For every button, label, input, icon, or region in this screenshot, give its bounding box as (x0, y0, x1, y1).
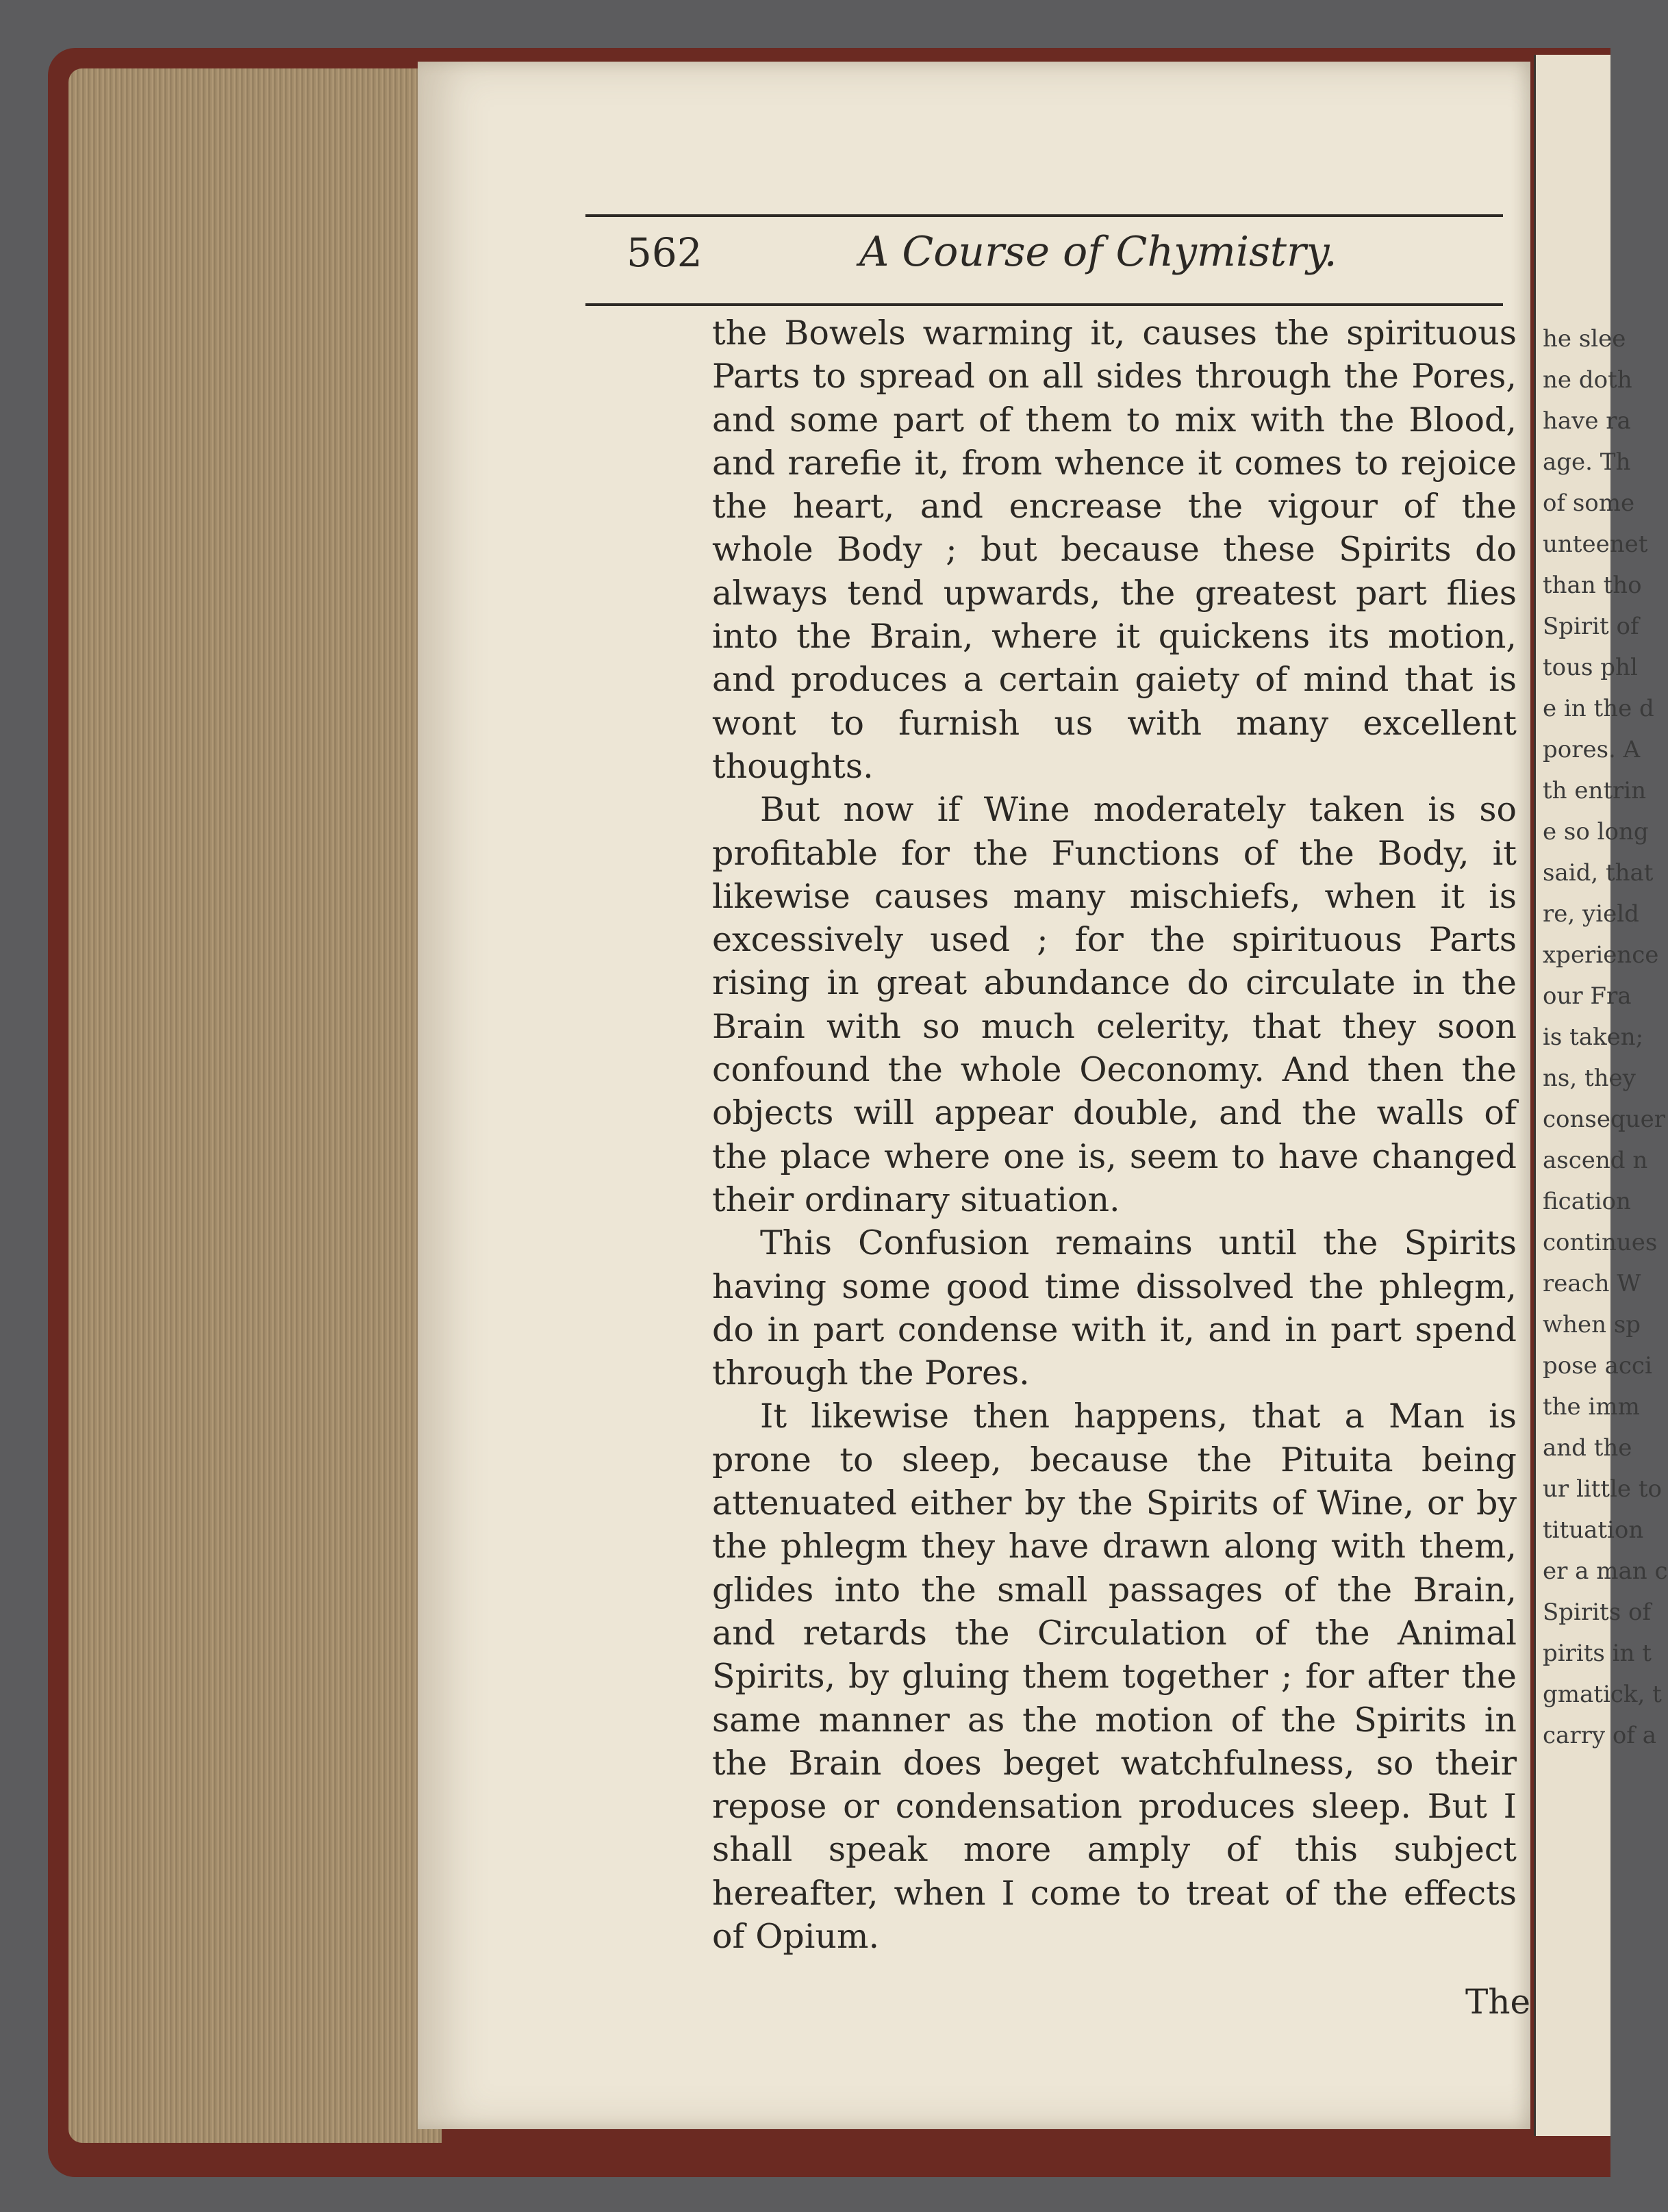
facing-page-fragment: consequer (1543, 1106, 1666, 1133)
facing-page-fragment: he slee (1543, 325, 1626, 353)
facing-page-fragment: when sp (1543, 1311, 1641, 1338)
facing-page-fragment: pose acci (1543, 1352, 1652, 1380)
facing-page-fragment: Spirit of (1543, 613, 1639, 640)
body-text (712, 312, 1517, 1958)
facing-page-fragment: said, that (1543, 859, 1654, 887)
facing-page-fragment: unteenet (1543, 531, 1648, 558)
facing-page-fragment: of some (1543, 490, 1635, 517)
facing-page-fragment: the imm (1543, 1393, 1640, 1421)
header-rule-bottom (585, 303, 1503, 306)
facing-page-fragment: xperience (1543, 941, 1659, 969)
facing-page-fragment: carry of a (1543, 1722, 1656, 1749)
facing-page-fragment: than tho (1543, 572, 1642, 599)
facing-page-fragment: e so long (1543, 818, 1649, 846)
facing-page-fragment: ur little to (1543, 1475, 1662, 1503)
facing-page-fragment: Spirits of (1543, 1599, 1652, 1626)
facing-page-fragment: have ra (1543, 407, 1631, 435)
facing-page-fragment: and the (1543, 1434, 1632, 1462)
paragraph: It likewise then happens, that a Man is prone to sleep, because the Pituita being attenuated either by the Spirits of Wine, or by the phlegm they have drawn along with them, glides into the small passages of the Brain, and retards the Circulation of the Animal Spirits, by gluing them together ; for after the same manner as the motion of the Spirits in the Brain does beget watchfulness, so their repose or condensation produces sleep. But I shall speak more amply of this subject hereafter, when I come to treat of the effects of Opium. (712, 1397, 1517, 1956)
paragraph: But now if Wine moderately taken is so profitable for the Functions of the Body, it likewise causes many mischiefs, when it is excessively used ; for the spirituous Parts rising in great abundance do circulate in the Brain with so much celerity, that they soon confound the whole Oeconomy. And then the objects will appear double, and the walls of the place where one is, seem to have changed their ordinary situation. (712, 790, 1517, 1219)
facing-page-fragment: fication (1543, 1188, 1631, 1215)
facing-page-fragment: tous phl (1543, 654, 1638, 681)
facing-page-fragment: pirits in t (1543, 1640, 1652, 1667)
facing-page-fragment: gmatick, t (1543, 1681, 1662, 1708)
facing-page-fragment: pores. A (1543, 736, 1641, 763)
paragraph: the Bowels warming it, causes the spirituous Parts to spread on all sides through the Pores, and some part of them to mix with the Blood, and rarefie it, from whence it comes to rejoice the heart, and encrease the vigour of the whole Body ; but because these Spirits do always tend upwards, the greatest part flies into the Brain, where it quickens its motion, and produces a certain gaiety of mind that is wont to furnish us with many excellent thoughts. (712, 314, 1517, 786)
facing-page-fragment: re, yield (1543, 900, 1639, 928)
facing-page-fragment: tituation (1543, 1516, 1644, 1544)
page-number: 562 (627, 229, 703, 276)
facing-page-fragment: continues (1543, 1229, 1658, 1256)
paragraph: This Confusion remains until the Spirits having some good time dissolved the phlegm, do in part condense with it, and in part spend through the Pores. (712, 1223, 1517, 1393)
facing-page-fragment: ascend n (1543, 1147, 1648, 1174)
page-fore-edge (68, 68, 442, 2143)
facing-page-fragment: ne doth (1543, 366, 1632, 394)
running-title: A Course of Chymistry. (859, 228, 1337, 276)
header-rule-top (585, 214, 1503, 217)
catchword: The (1465, 1982, 1531, 2022)
facing-page-fragment: our Fra (1543, 982, 1632, 1010)
facing-page-fragment: is taken; (1543, 1024, 1644, 1051)
facing-page-fragment: reach W (1543, 1270, 1641, 1297)
page-header (585, 214, 1503, 310)
facing-page-fragment: ns, they (1543, 1065, 1636, 1092)
facing-page-edge (1534, 55, 1668, 2136)
facing-page-fragment: th entrin (1543, 777, 1647, 804)
facing-page-fragment: er a man c (1543, 1558, 1668, 1585)
facing-page-fragment: age. Th (1543, 448, 1631, 476)
facing-page-fragment: e in the d (1543, 695, 1654, 722)
